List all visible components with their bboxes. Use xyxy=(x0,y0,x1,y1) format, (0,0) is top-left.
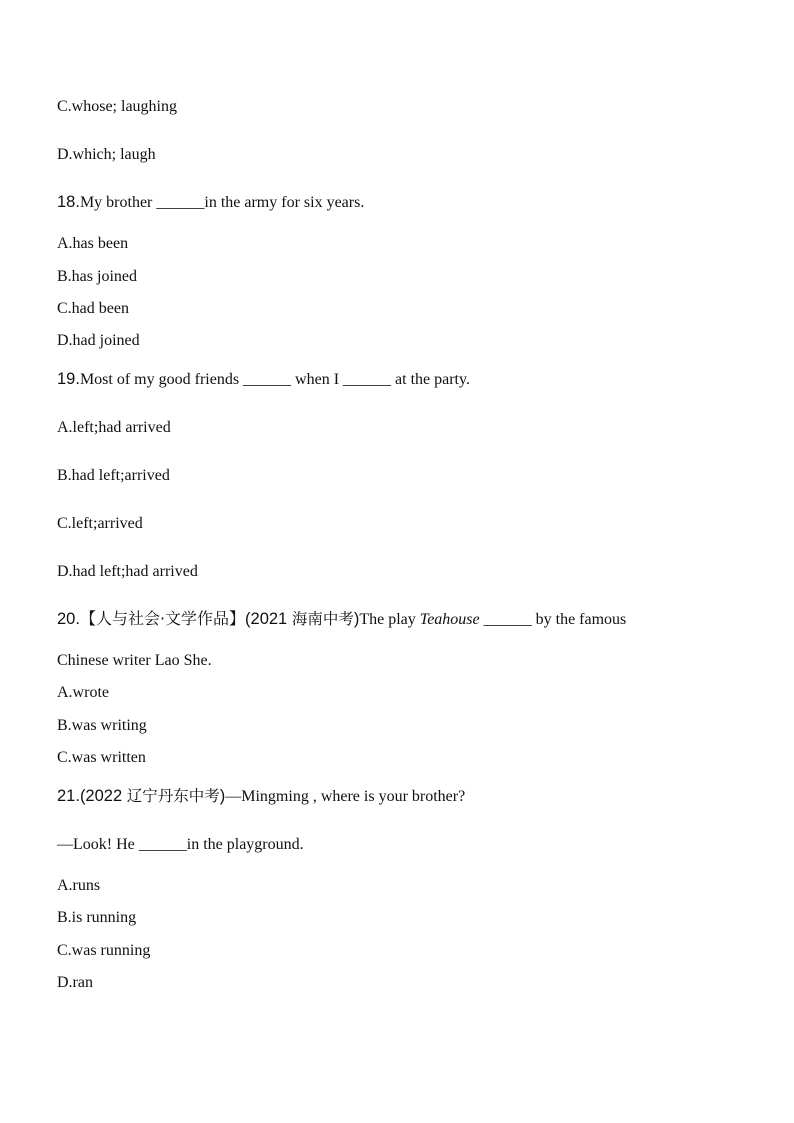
q17-option-c: C.whose; laughing xyxy=(57,98,177,115)
q19-stem-text: Most of my good friends ______ when I ______ at the party. xyxy=(79,371,470,388)
q19-option-a: A.left;had arrived xyxy=(57,419,171,436)
q19-option-c: C.left;arrived xyxy=(57,515,143,532)
q20-source-cn: 海南中考 xyxy=(291,610,354,628)
q21-source-close: ) xyxy=(219,787,226,805)
q19-option-d: D.had left;had arrived xyxy=(57,563,198,580)
q21-number: 21. xyxy=(57,787,80,805)
q20-option-c: C.was written xyxy=(57,749,146,766)
q20-stem xyxy=(57,609,626,630)
q20-stem-post: ______ by the famous xyxy=(479,611,627,628)
q20-source-open: (2021 xyxy=(245,610,292,628)
q21-option-a: A.runs xyxy=(57,877,101,894)
q21-source-cn: 辽宁丹东中考 xyxy=(126,787,220,805)
q20-option-b: B.was writing xyxy=(57,717,147,734)
q19-stem xyxy=(57,369,470,390)
q17-option-d: D.which; laugh xyxy=(57,146,156,163)
q21-source-open: (2022 xyxy=(79,787,127,805)
q20-option-a: A.wrote xyxy=(57,684,109,701)
q18-option-b: B.has joined xyxy=(57,268,137,285)
q18-number: 18. xyxy=(57,193,80,211)
q21-option-b: B.is running xyxy=(57,909,137,926)
q20-stem-pre: The play xyxy=(359,611,420,628)
q18-option-c: C.had been xyxy=(57,300,129,317)
q19-option-b: B.had left;arrived xyxy=(57,467,170,484)
q20-stem-line2: Chinese writer Lao She. xyxy=(57,652,212,669)
q18-option-a: A.has been xyxy=(57,235,129,252)
q21-stem xyxy=(57,786,465,807)
q18-option-d: D.had joined xyxy=(57,332,140,349)
q21-option-c: C.was running xyxy=(57,942,151,959)
q18-stem-text: My brother ______in the army for six years. xyxy=(79,194,365,211)
q20-source-close: ) xyxy=(353,610,360,628)
q18-stem xyxy=(57,192,364,213)
q20-stem-title: Teahouse xyxy=(419,611,480,628)
q21-stem-line2: —Look! He ______in the playground. xyxy=(57,836,304,853)
q21-option-d: D.ran xyxy=(57,974,93,991)
q20-tag: 【人与社会·文学作品】 xyxy=(79,609,246,628)
q21-stem-text: —Mingming , where is your brother? xyxy=(225,788,466,805)
q19-number: 19. xyxy=(57,370,80,388)
q20-number: 20. xyxy=(57,610,80,628)
